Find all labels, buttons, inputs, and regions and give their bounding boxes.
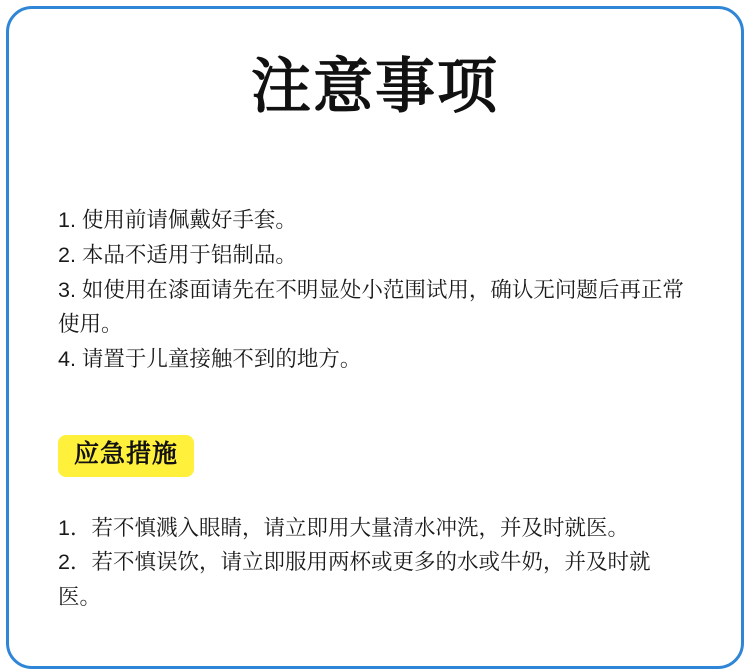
emergency-badge-container	[58, 435, 692, 477]
note-item: 1. 使用前请佩戴好手套。	[58, 208, 297, 232]
note-item: 3. 如使用在漆面请先在不明显处小范围试用，确认无问题后再正常使用。	[58, 277, 684, 337]
emergency-item: 1．若不慎溅入眼睛，请立即用大量清水冲洗，并及时就医。	[58, 515, 629, 540]
emergency-item: 2．若不慎误饮，请立即服用两杯或更多的水或牛奶，并及时就医。	[58, 550, 651, 610]
note-item: 4. 请置于儿童接触不到的地方。	[58, 347, 362, 372]
page-title: 注意事项	[251, 53, 499, 120]
notes-section	[58, 203, 692, 377]
status-badge: 应急措施	[58, 435, 194, 477]
emergency-section	[58, 511, 692, 615]
note-item: 2. 本品不适用于铝制品。	[58, 242, 297, 267]
